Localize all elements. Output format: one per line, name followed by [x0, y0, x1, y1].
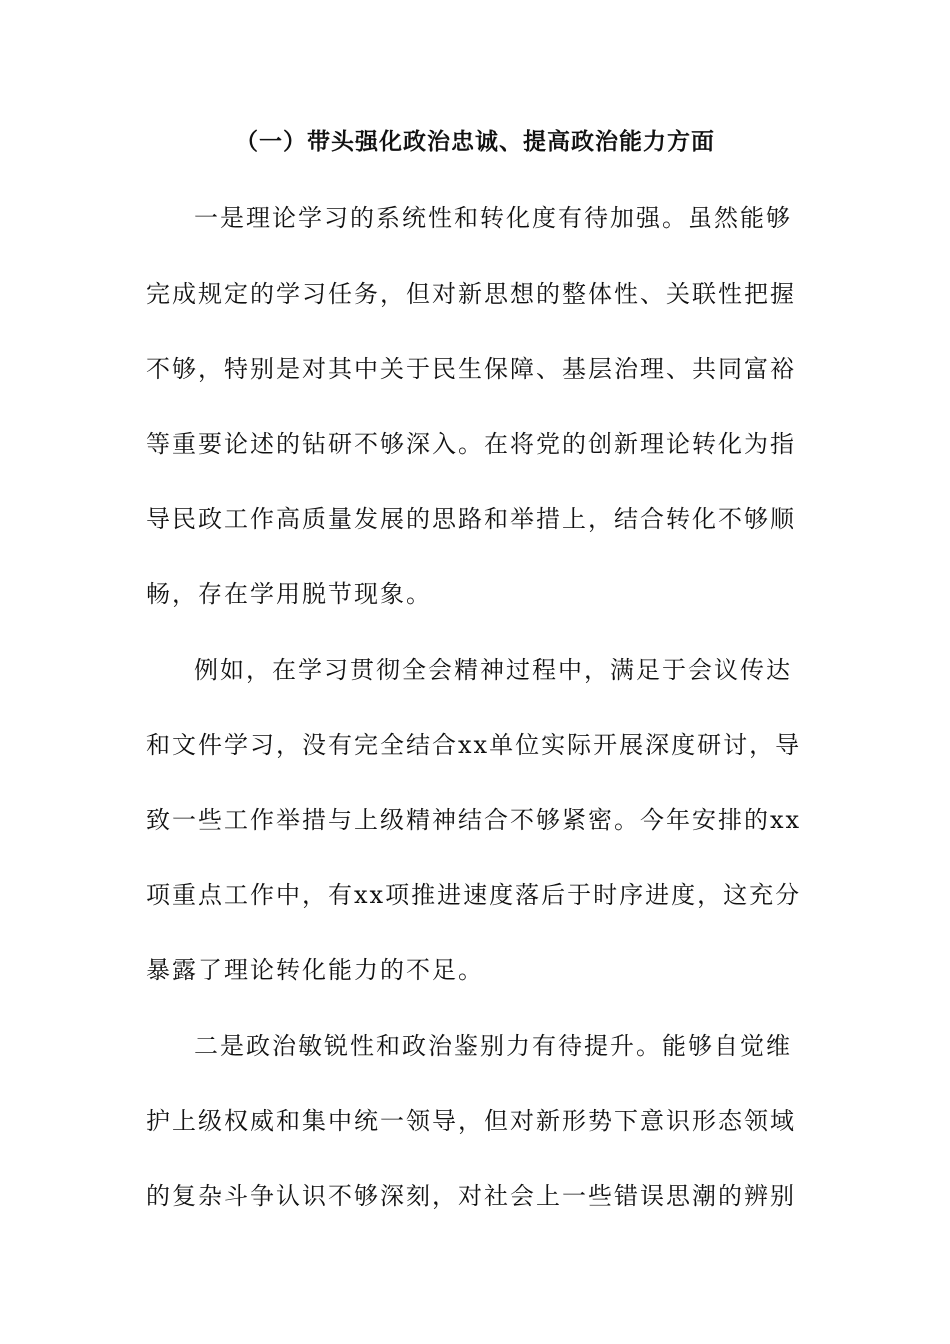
paragraph-3-line-2: 护上级权威和集中统一领导，但对新形势下意识形态领域	[146, 1107, 796, 1135]
paragraph-2-line-2: 和文件学习，没有完全结合xx单位实际开展深度研讨，导	[146, 731, 802, 759]
paragraph-1-line-3: 不够，特别是对其中关于民生保障、基层治理、共同富裕	[146, 355, 796, 383]
paragraph-3-line-1: 二是政治敏锐性和政治鉴别力有待提升。能够自觉维	[194, 1032, 792, 1060]
section-heading: （一）带头强化政治忠诚、提高政治能力方面	[235, 129, 715, 155]
paragraph-1-line-1: 一是理论学习的系统性和转化度有待加强。虽然能够	[194, 204, 792, 232]
paragraph-1-line-5: 导民政工作高质量发展的思路和举措上，结合转化不够顺	[146, 505, 796, 533]
paragraph-2-line-3: 致一些工作举措与上级精神结合不够紧密。今年安排的xx	[146, 806, 802, 834]
paragraph-2-line-5: 暴露了理论转化能力的不足。	[146, 956, 484, 984]
paragraph-1-line-4: 等重要论述的钻研不够深入。在将党的创新理论转化为指	[146, 430, 796, 458]
paragraph-1-line-2: 完成规定的学习任务，但对新思想的整体性、关联性把握	[146, 280, 796, 308]
paragraph-1-line-6: 畅，存在学用脱节现象。	[146, 580, 432, 608]
paragraph-2-line-4: 项重点工作中，有xx项推进速度落后于时序进度，这充分	[146, 881, 802, 909]
paragraph-2-line-1: 例如，在学习贯彻全会精神过程中，满足于会议传达	[194, 656, 792, 684]
paragraph-3-line-3: 的复杂斗争认识不够深刻，对社会上一些错误思潮的辨别	[146, 1182, 796, 1210]
